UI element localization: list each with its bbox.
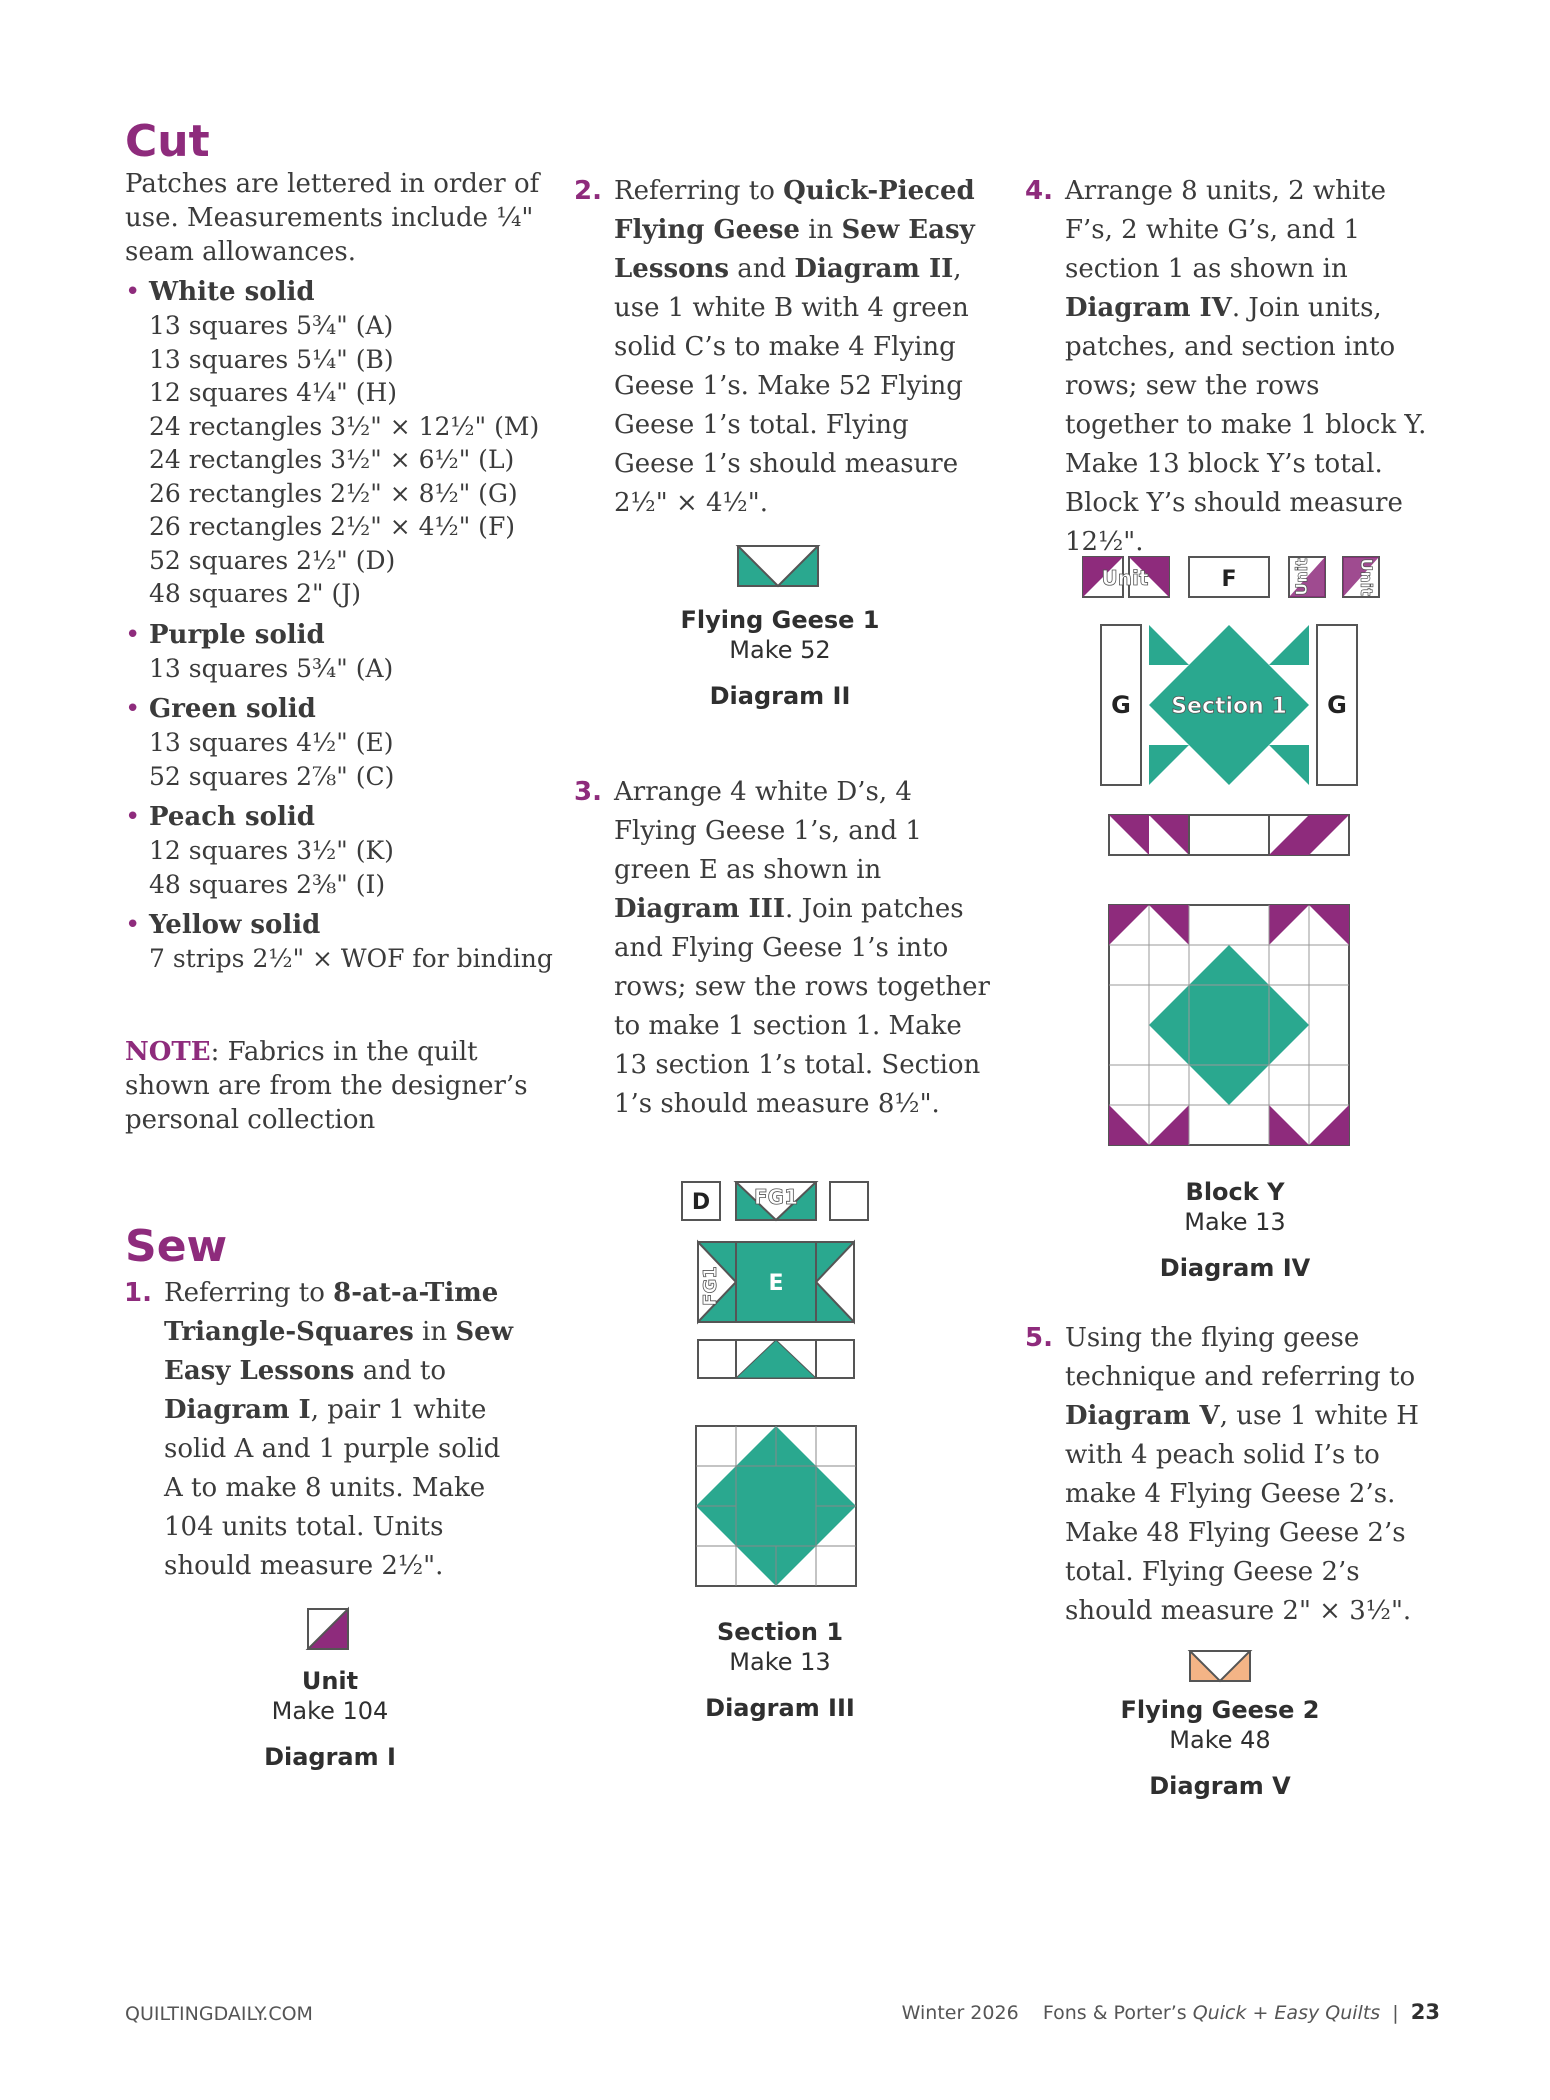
fabric-item: • Yellow solid 7 strips 2½" × WOF for binding — [125, 909, 565, 976]
cut-line: 26 rectangles 2½" × 4½" (F) — [149, 512, 516, 541]
step-run: Arrange 4 white D’s, 4 Flying Geese 1’s, and 1 green E as shown in — [614, 777, 922, 885]
diagram-name: Diagram IV — [1159, 1254, 1311, 1282]
diagram-make: Make 13 — [729, 1648, 831, 1676]
step-emphasis: Diagram III — [614, 894, 786, 924]
page-number: 23 — [1410, 2000, 1440, 2024]
cut-intro: Patches are lettered in order of use. Measurements include ¼" seam allowances. — [125, 169, 540, 267]
sew-heading: Sew — [125, 1221, 228, 1272]
step-number: 1. — [124, 1278, 152, 1308]
step-5 — [1025, 1319, 1440, 1631]
cut-line: 13 squares 5¾" (A) — [149, 311, 394, 340]
fabric-list — [125, 276, 565, 984]
step-run: . Join units, patches, and section into rows; sew the rows together to make 1 block Y. Make 13 block Y’s total. Block Y’s should measure 12½". — [1065, 293, 1427, 557]
cut-line: 48 squares 2⅜" (I) — [149, 869, 386, 899]
diagram-make: Make 48 — [1169, 1726, 1271, 1754]
diagram-name: Diagram II — [709, 682, 851, 710]
diagram-5-caption — [1100, 1695, 1340, 1801]
step-run: and to — [354, 1356, 446, 1386]
note-label: NOTE — [125, 1037, 211, 1067]
diagram-2-caption — [660, 605, 900, 711]
cut-line: 52 squares 2½" (D) — [149, 545, 396, 575]
step-text — [164, 1278, 513, 1581]
step-1 — [124, 1274, 524, 1586]
step-run: in — [799, 215, 842, 245]
step-text — [1065, 176, 1426, 557]
step-emphasis: Diagram V — [1065, 1401, 1220, 1431]
step-run: . Join patches and Flying Geese 1’s into rows; sew the rows together to make 1 section 1. Make 13 section 1’s total. Section 1’s should measure 8½". — [614, 894, 990, 1119]
label-e: E — [768, 1271, 784, 1296]
cut-line: 26 rectangles 2½" × 8½" (G) — [149, 478, 518, 508]
assembled-block-y — [1109, 905, 1349, 1145]
assembled-section-1 — [696, 1426, 856, 1586]
step-emphasis: Diagram IV — [1065, 293, 1232, 323]
cut-line: 12 squares 4¼" (H) — [149, 378, 398, 407]
star-center — [1189, 985, 1269, 1065]
fabric-name: Peach solid — [149, 802, 315, 832]
flying-geese-2-diagram — [1189, 1650, 1251, 1682]
diagram-make: Make 104 — [271, 1697, 389, 1725]
fabric-item: • White solid 13 squares 5¾" (A) 13 squares 5¼" (B) 12 squares 4¼" (H) 24 rectangles 3½" × 12½" (M) 24 rectangles 3½" × 6½" (L) 26 rectangles 2½" × 8½" (G) 26 rectangles 2½" × 4½" (F) 52 squares 2½" (D) 48 squares 2" (J) — [125, 276, 565, 611]
diagram-title: Block Y — [1185, 1178, 1285, 1206]
step-run: , pair 1 white solid A and 1 purple solid A to make 8 units. Make 104 units total. Units should measure 2½". — [164, 1395, 501, 1581]
step-run: Arrange 8 units, 2 white F’s, 2 white G’s, and 1 section 1 as shown in — [1065, 176, 1387, 284]
footer-pub-title: Quick + Easy Quilts — [1192, 2002, 1381, 2024]
step-number: 5. — [1025, 1323, 1053, 1353]
step-run: , use 1 white B with 4 green solid C’s to make 4 Flying Geese 1’s. Make 52 Flying Geese 1’s total. Flying Geese 1’s should measure 2½" × 4½". — [614, 254, 969, 518]
cut-line: 13 squares 5¼" (B) — [149, 344, 394, 374]
label-d: D — [691, 1190, 711, 1215]
diagram-1-caption — [210, 1666, 450, 1772]
section-center — [736, 1466, 816, 1546]
step-run: Using the flying geese technique and referring to — [1065, 1323, 1416, 1392]
fabric-note — [125, 1035, 555, 1137]
fabric-item: • Peach solid 12 squares 3½" (K) 48 squares 2⅜" (I) — [125, 801, 565, 901]
footer-site: QUILTINGDAILY.COM — [125, 2003, 313, 2025]
cut-line: 12 squares 3½" (K) — [149, 836, 394, 865]
step-number: 3. — [574, 777, 602, 807]
diagram-make: Make 13 — [1184, 1208, 1286, 1236]
flying-geese-1-diagram — [737, 545, 819, 587]
step-2 — [574, 172, 984, 523]
label-unit: Unit — [1101, 566, 1149, 590]
footer-publication — [902, 2000, 1440, 2024]
diagram-title: Section 1 — [716, 1618, 844, 1646]
step-3 — [574, 773, 994, 1124]
fabric-name: Purple solid — [149, 619, 325, 650]
diagram-4-caption — [1115, 1177, 1355, 1283]
step-emphasis: 8-at-a-Time Triangle-Squares — [164, 1278, 499, 1347]
step-number: 2. — [574, 176, 602, 206]
footer-separator: | — [1392, 2002, 1399, 2024]
top-row — [1083, 557, 1379, 597]
patch-f — [1189, 815, 1269, 855]
diagram-title: Unit — [301, 1667, 359, 1695]
cut-line: 7 strips 2½" × WOF for binding — [149, 944, 553, 973]
fabric-name: Green solid — [149, 694, 316, 724]
diagram-name: Diagram III — [705, 1694, 855, 1722]
label-unit-vertical: Unit — [1357, 558, 1376, 596]
label-g: G — [1327, 691, 1347, 719]
step-emphasis: Diagram I — [164, 1395, 311, 1425]
unit-diagram — [307, 1608, 349, 1650]
step-emphasis: Diagram II — [794, 254, 954, 284]
fabric-item: • Green solid 13 squares 4½" (E) 52 squares 2⅞" (C) — [125, 693, 565, 793]
step-run: Referring to — [164, 1278, 334, 1308]
step-4 — [1025, 172, 1440, 562]
note-text: : Fabrics in the quilt shown are from the designer’s personal collection — [125, 1037, 528, 1135]
cut-heading: Cut — [125, 116, 210, 167]
diagram-title: Flying Geese 1 — [680, 606, 880, 634]
bottom-row — [1109, 815, 1349, 855]
fabric-name: Yellow solid — [149, 910, 321, 940]
label-section: Section 1 — [1171, 694, 1287, 719]
label-fg1: FG1 — [754, 1185, 798, 1209]
cut-line: 13 squares 5¾" (A) — [149, 653, 394, 683]
step-emphasis: Quick-Pieced Flying Geese — [614, 176, 975, 245]
section-1-diagram — [680, 1180, 880, 1600]
label-g: G — [1111, 691, 1131, 719]
step-emphasis: Sew Easy Lessons — [164, 1317, 514, 1386]
cut-line: 24 rectangles 3½" × 12½" (M) — [149, 411, 540, 441]
footer-pub-prefix: Fons & Porter’s — [1042, 2002, 1193, 2024]
cut-line: 48 squares 2" (J) — [149, 579, 361, 608]
step-emphasis: Sew Easy Lessons — [614, 215, 975, 284]
step-run: in — [413, 1317, 456, 1347]
section-1-star — [1149, 625, 1309, 785]
diagram-make: Make 52 — [729, 636, 831, 664]
step-text — [614, 777, 990, 1119]
step-text — [1065, 1323, 1419, 1626]
step-number: 4. — [1025, 176, 1053, 206]
footer-issue: Winter 2026 — [901, 2002, 1019, 2024]
patch-d — [698, 1340, 736, 1378]
diagram-3-caption — [660, 1617, 900, 1723]
cut-line: 52 squares 2⅞" (C) — [149, 761, 395, 791]
step-run: , use 1 white H with 4 peach solid I’s to make 4 Flying Geese 2’s. Make 48 Flying Geese 2’s total. Flying Geese 2’s should measure 2" × 3½". — [1065, 1401, 1419, 1626]
block-y-diagram — [1075, 555, 1395, 1155]
step-run: Referring to — [614, 176, 784, 206]
diagram-name: Diagram I — [264, 1743, 396, 1771]
diagram-name: Diagram V — [1149, 1772, 1291, 1800]
cut-line: 13 squares 4½" (E) — [149, 728, 394, 757]
middle-row — [1101, 625, 1357, 785]
label-f: F — [1221, 567, 1237, 592]
step-text — [614, 176, 975, 518]
step-run: and — [728, 254, 795, 284]
fabric-name: White solid — [149, 277, 315, 307]
label-unit-vertical: Unit — [1292, 558, 1311, 596]
diagram-title: Flying Geese 2 — [1120, 1696, 1320, 1724]
label-fg1-side: FG1 — [700, 1266, 721, 1306]
patch-d — [816, 1340, 854, 1378]
fabric-item: • Purple solid 13 squares 5¾" (A) — [125, 619, 565, 686]
patch-d — [830, 1182, 868, 1220]
cut-line: 24 rectangles 3½" × 6½" (L) — [149, 445, 515, 474]
